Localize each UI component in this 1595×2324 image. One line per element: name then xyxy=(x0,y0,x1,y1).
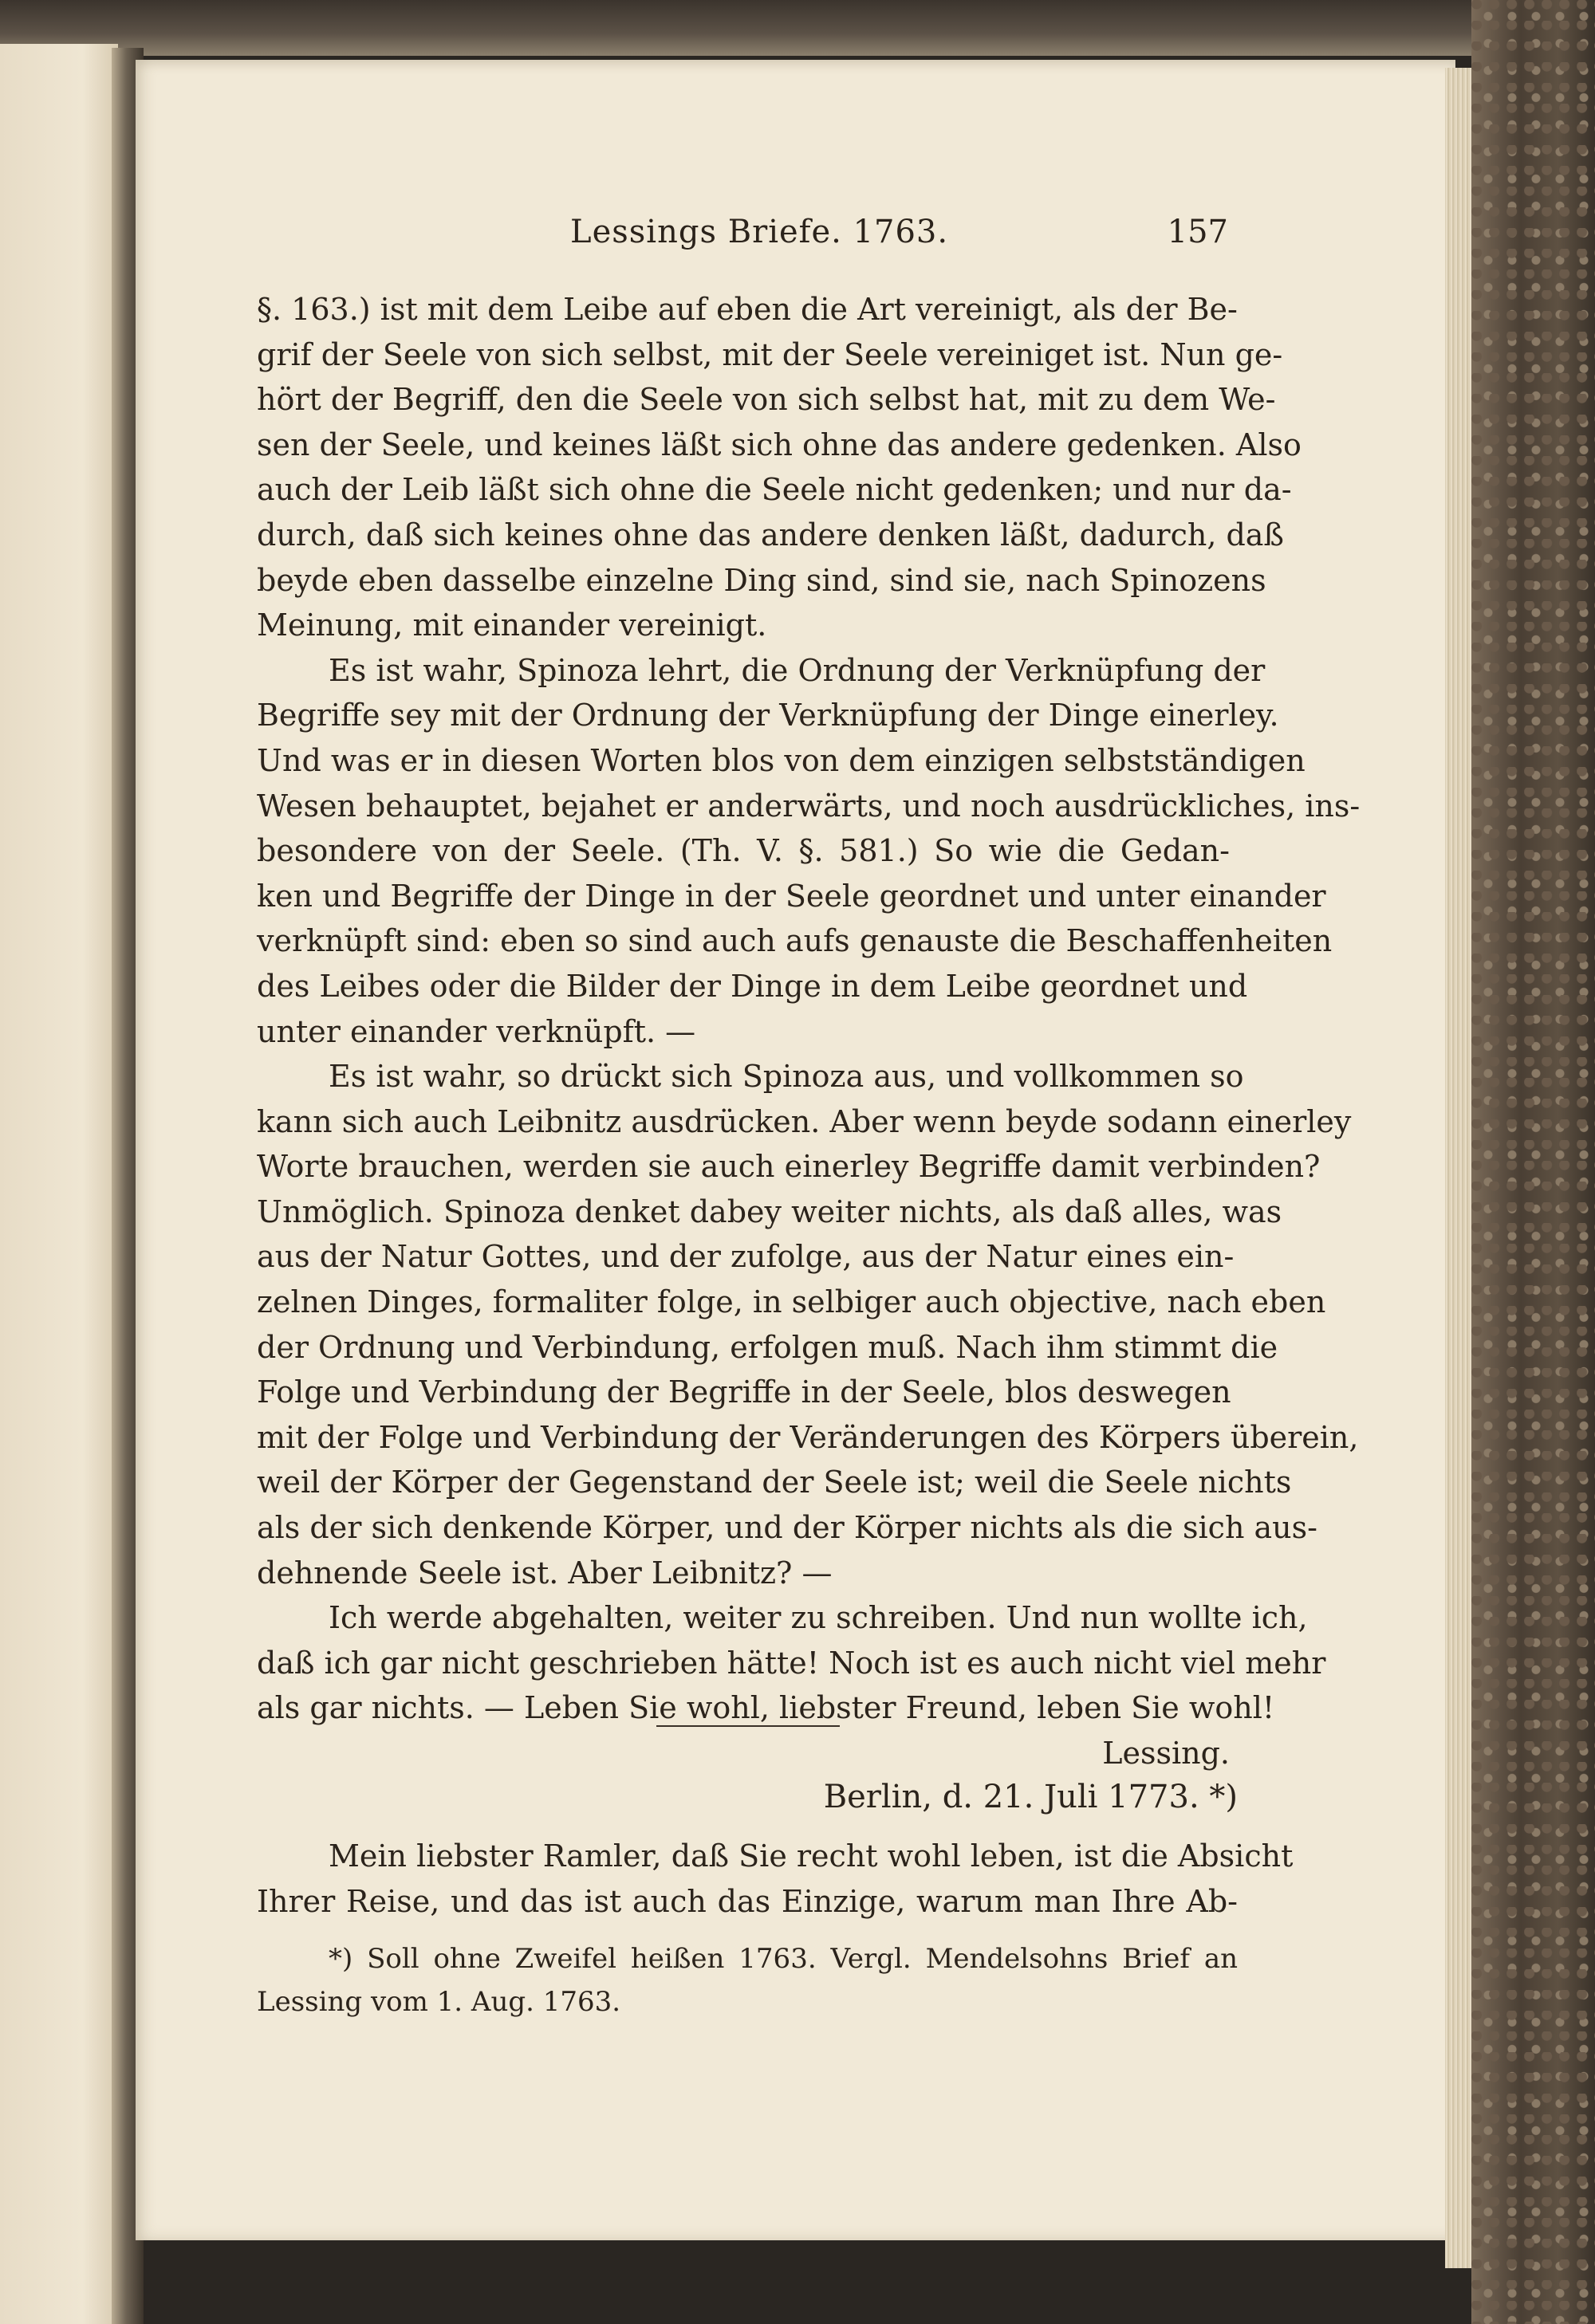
next-letter-body xyxy=(257,1834,1294,1924)
footnote-line: Lessing vom 1. Aug. 1763. xyxy=(257,1986,621,2018)
text-line: verknüpft sind: eben so sind auch aufs genauste die Beschaffenheiten xyxy=(257,923,1333,959)
text-line: sen der Seele, und keines läßt sich ohne das andere gedenken. Also xyxy=(257,427,1302,462)
text-line: Folge und Verbindung der Begriffe in der Seele, blos deswegen xyxy=(257,1374,1231,1410)
text-line: Ich werde abgehalten, weiter zu schreiben. Und nun wollte ich, xyxy=(329,1600,1308,1636)
running-head: Lessings Briefe. 1763. xyxy=(570,214,949,250)
signature: Lessing. xyxy=(1102,1736,1230,1771)
text-line: als gar nichts. — Leben Sie wohl, liebster Freund, leben Sie wohl! xyxy=(257,1690,1275,1726)
text-line: unter einander verknüpft. — xyxy=(257,1013,696,1049)
page-header xyxy=(255,214,1228,269)
marbled-cover xyxy=(1471,0,1595,2324)
text-line: Es ist wahr, Spinoza lehrt, die Ordnung der Verknüpfung der xyxy=(329,652,1266,688)
text-line: Und was er in diesen Worten blos von dem einzigen selbstständigen xyxy=(257,742,1306,778)
footnote-line: *) Soll ohne Zweifel heißen 1763. Vergl. Mendelsohns Brief an xyxy=(329,1943,1238,1975)
text-line: zelnen Dinges, formaliter folge, in selbiger auch objective, nach eben xyxy=(257,1284,1326,1320)
text-line: Ihrer Reise, und das ist auch das Einzige, warum man Ihre Ab- xyxy=(257,1883,1238,1919)
text-line: der Ordnung und Verbindung, erfolgen muß. Nach ihm stimmt die xyxy=(257,1329,1278,1365)
text-line: Es ist wahr, so drückt sich Spinoza aus, und vollkommen so xyxy=(329,1059,1244,1095)
text-line: Wesen behauptet, bejahet er anderwärts, und noch ausdrückliches, ins- xyxy=(257,788,1361,824)
text-line: Mein liebster Ramler, daß Sie recht wohl leben, ist die Absicht xyxy=(329,1838,1294,1874)
text-line: ken und Begriffe der Dinge in der Seele geordnet und unter einander xyxy=(257,878,1326,914)
text-line: §. 163.) ist mit dem Leibe auf eben die Art vereinigt, als der Be- xyxy=(257,292,1238,327)
text-line: beyde eben dasselbe einzelne Ding sind, sind sie, nach Spinozens xyxy=(257,562,1266,598)
text-line: Begriffe sey mit der Ordnung der Verknüpfung der Dinge einerley. xyxy=(257,698,1279,733)
footnote xyxy=(257,1937,1238,2023)
text-line: kann sich auch Leibnitz ausdrücken. Aber wenn beyde sodann einerley xyxy=(257,1103,1352,1139)
text-line: Meinung, mit einander vereinigt. xyxy=(257,608,767,643)
page-number: 157 xyxy=(1167,214,1228,250)
text-line: grif der Seele von sich selbst, mit der Seele vereiniget ist. Nun ge- xyxy=(257,336,1283,372)
section-divider xyxy=(656,1725,840,1727)
text-line: als der sich denkende Körper, und der Körper nichts als die sich aus- xyxy=(257,1510,1317,1546)
dateline: Berlin, d. 21. Juli 1773. *) xyxy=(823,1779,1238,1815)
text-line: besondere von der Seele. (Th. V. §. 581.) So wie die Gedan- xyxy=(257,833,1230,869)
text-line: aus der Natur Gottes, und der zufolge, aus der Natur eines ein- xyxy=(257,1239,1235,1275)
text-line: mit der Folge und Verbindung der Veränderungen des Körpers überein, xyxy=(257,1419,1359,1455)
text-line: dehnende Seele ist. Aber Leibnitz? — xyxy=(257,1555,833,1591)
text-line: Unmöglich. Spinoza denket dabey weiter nichts, als daß alles, was xyxy=(257,1193,1282,1229)
book-top-edge xyxy=(0,0,1471,56)
text-line: auch der Leib läßt sich ohne die Seele nicht gedenken; und nur da- xyxy=(257,472,1292,508)
letter-body xyxy=(257,287,1361,1776)
left-page-edge xyxy=(0,44,118,2324)
text-line: des Leibes oder die Bilder der Dinge in dem Leibe geordnet und xyxy=(257,968,1248,1004)
text-line: Worte brauchen, werden sie auch einerley Begriffe damit verbinden? xyxy=(257,1149,1321,1185)
text-line: hört der Begriff, den die Seele von sich selbst hat, mit zu dem We- xyxy=(257,382,1276,418)
text-line: weil der Körper der Gegenstand der Seele ist; weil die Seele nichts xyxy=(257,1465,1292,1500)
text-line: daß ich gar nicht geschrieben hätte! Noch ist es auch nicht viel mehr xyxy=(257,1645,1326,1681)
text-line: durch, daß sich keines ohne das andere denken läßt, dadurch, daß xyxy=(257,517,1284,552)
